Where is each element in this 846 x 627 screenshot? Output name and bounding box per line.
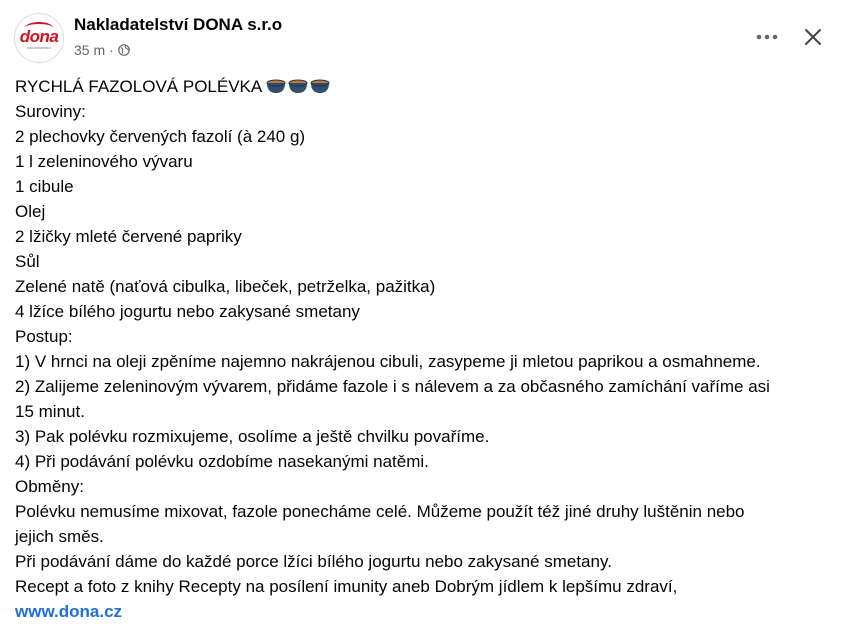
- globe-icon: [118, 44, 130, 56]
- post-line: 1 cibule: [15, 177, 74, 196]
- post-header: [0, 0, 846, 70]
- post-line: 2 lžičky mleté červené papriky: [15, 227, 242, 246]
- post-line: 2 plechovky červených fazolí (à 240 g): [15, 127, 306, 146]
- meta-separator: ·: [109, 42, 114, 58]
- post-line: Zelené natě (naťová cibulka, libeček, petrželka, pažitka): [15, 277, 436, 296]
- post-line: Suroviny:: [15, 102, 86, 121]
- post-title-line: [15, 74, 843, 99]
- post-line: 3) Pak polévku rozmixujeme, osolíme a ještě chvilku povaříme.: [15, 427, 490, 446]
- post-line: Obměny:: [15, 477, 84, 496]
- close-button[interactable]: [796, 20, 830, 54]
- post-line: Recept a foto z knihy Recepty na posílení imunity aneb Dobrým jídlem k lepšímu zdraví,: [15, 577, 678, 596]
- more-dots-icon: [756, 34, 778, 40]
- post-line: 15 minut.: [15, 402, 85, 421]
- website-link[interactable]: www.dona.cz: [15, 602, 123, 621]
- post-line: 1 l zeleninového vývaru: [15, 152, 193, 171]
- close-icon: [804, 28, 822, 46]
- post-line: Sůl: [15, 252, 40, 271]
- page-avatar[interactable]: [14, 13, 64, 63]
- post-line: 4 lžíce bílého jogurtu nebo zakysané smetany: [15, 302, 360, 321]
- post-line: 1) V hrnci na oleji zpěníme najemno nakrájenou cibuli, zasypeme ji mletou paprikou a osmahneme.: [15, 352, 761, 371]
- post-link-line: [15, 599, 843, 624]
- post-line: Při podávání dáme do každé porce lžíci bílého jogurtu nebo zakysané smetany.: [15, 552, 612, 571]
- post-timestamp[interactable]: 35 m: [74, 42, 106, 58]
- post-title: RYCHLÁ FAZOLOVÁ POLÉVKA: [15, 77, 263, 96]
- post-line: jejich směs.: [15, 527, 104, 546]
- post-line: Postup:: [15, 327, 73, 346]
- post-line: Polévku nemusíme mixovat, fazole ponecháme celé. Můžeme použít též jiné druhy luštěnin nebo: [15, 502, 745, 521]
- logo-subtext: nakladatelství: [26, 45, 52, 50]
- logo-text: dona: [19, 27, 59, 46]
- post-line: 2) Zalijeme zeleninovým vývarem, přidáme fazole i s nálevem a za občasného zamíchání vaříme asi: [15, 377, 770, 396]
- bowl-with-soup-icon: [266, 77, 332, 95]
- post-line: Olej: [15, 202, 46, 221]
- post-body: [15, 74, 843, 624]
- more-options-button[interactable]: [750, 22, 784, 52]
- page-name-link[interactable]: Nakladatelství DONA s.r.o: [74, 15, 283, 34]
- post-meta: [74, 41, 130, 59]
- post-line: 4) Při podávání polévku ozdobíme nasekanými natěmi.: [15, 452, 429, 471]
